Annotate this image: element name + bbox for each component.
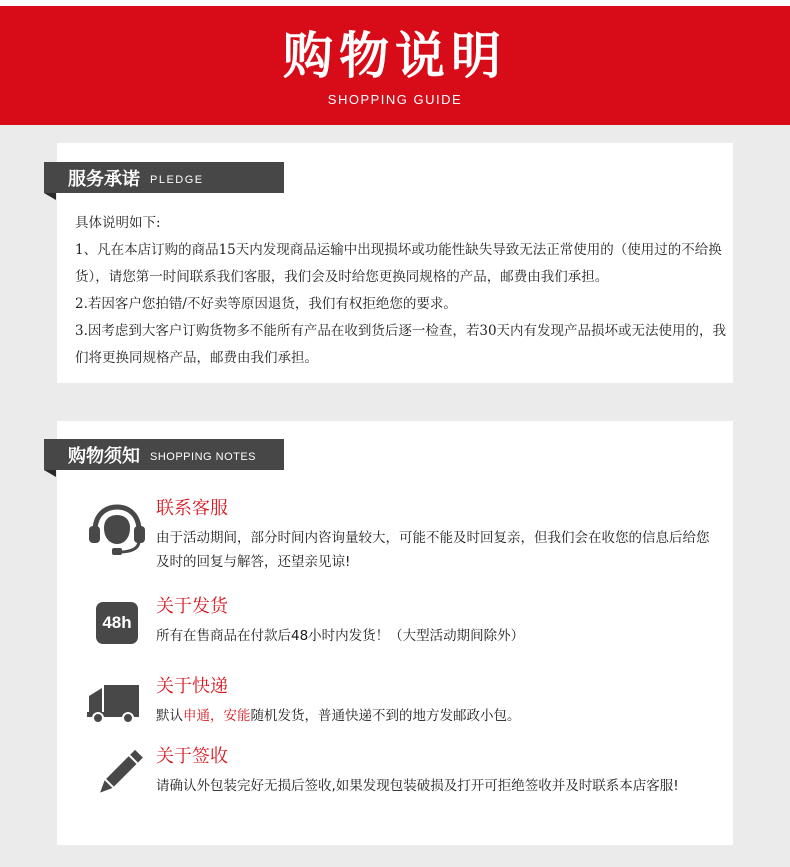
pledge-item-2: 2.若因客户您拍错/不好卖等原因退货，我们有权拒绝您的要求。 — [75, 296, 457, 312]
courier-text-prefix: 默认 — [156, 708, 183, 724]
courier-companies: 申通，安能 — [183, 708, 251, 724]
pledge-item-1: 1、凡在本店订购的商品15天内发现商品运输中出现损坏或功能性缺失导致无法正常使用的（使用过的不给换货），请您第一时间联系我们客服，我们会及时给您更换同规格的产品，邮费由我们承担。 — [75, 242, 722, 285]
48h-badge-label: 48h — [96, 602, 138, 644]
page-subtitle: SHOPPING GUIDE — [327, 92, 463, 107]
note-item-customer-service — [86, 498, 726, 578]
shipping-title: 关于发货 — [156, 596, 228, 617]
truck-icon — [86, 676, 150, 736]
pledge-intro: 具体说明如下: — [75, 215, 161, 231]
pledge-text — [75, 210, 731, 372]
note-item-receipt — [86, 746, 726, 826]
receipt-text: 请确认外包装完好无损后签收,如果发现包装破损及打开可拒绝签收并及时联系本店客服! — [156, 778, 679, 794]
pledge-title-en: PLEDGE — [150, 174, 204, 186]
pledge-item-3: 3.因考虑到大客户订购货物多不能所有产品在收到货后逐一检查，若30天内有发现产品损坏或无法使用的，我们将更换同规格产品，邮费由我们承担。 — [75, 323, 727, 366]
courier-text — [156, 704, 721, 728]
pledge-heading — [44, 162, 284, 193]
headset-icon — [86, 498, 150, 558]
customer-service-title: 联系客服 — [156, 498, 228, 519]
header-banner — [0, 6, 790, 125]
page-title: 购物说明 — [283, 27, 507, 85]
pencil-icon — [86, 746, 150, 806]
shopping-notes-title-en: SHOPPING NOTES — [150, 451, 257, 463]
note-item-courier — [86, 676, 726, 736]
courier-title: 关于快递 — [156, 676, 228, 697]
pledge-title: 服务承诺 — [68, 168, 140, 190]
note-item-shipping — [86, 596, 726, 656]
customer-service-text: 由于活动期间，部分时间内咨询量较大，可能不能及时回复亲，但我们会在收您的信息后给您及时的回复与解答，还望亲见谅! — [156, 530, 710, 570]
48h-icon — [86, 596, 150, 656]
receipt-title: 关于签收 — [156, 746, 228, 767]
shopping-notes-title: 购物须知 — [68, 445, 140, 467]
shopping-notes-heading — [44, 439, 284, 470]
shipping-text: 所有在售商品在付款后48小时内发货！（大型活动期间除外） — [156, 628, 525, 644]
courier-text-suffix: 随机发货，普通快递不到的地方发邮政小包。 — [250, 708, 521, 724]
